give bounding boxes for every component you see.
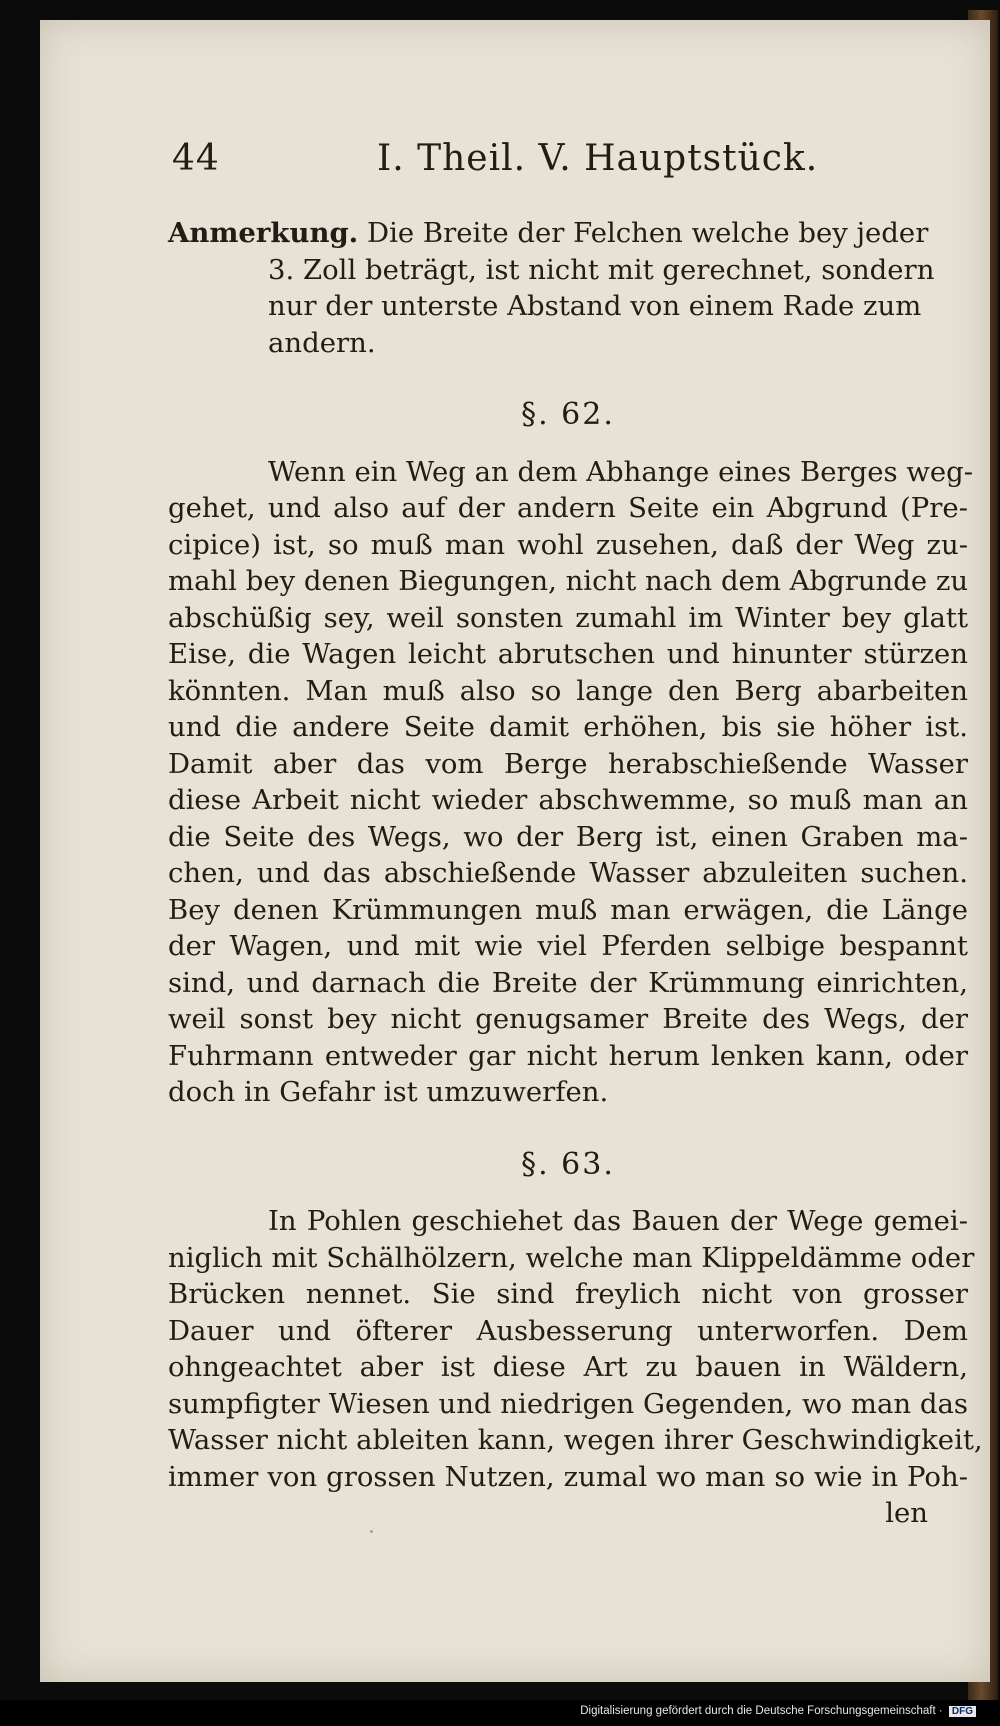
text-line: niglich mit Schälhölzern, welche man Klippeldämme oder [168,1241,975,1274]
text-line: der Wagen, und mit wie viel Pferden selbige bespannt [168,930,968,962]
text-line: könnten. Man muß also so lange den Berg abarbeiten [168,674,968,707]
paragraph-section-62 [168,454,974,1111]
text-line: chen, und das abschießende Wasser abzuleiten suchen. [168,857,968,889]
paper-speck [370,1530,373,1533]
paper-speck [860,1050,863,1053]
annotation-note [168,215,968,361]
text-line: abschüßig sey, weil sonsten zumahl im Winter bey glatt [168,601,968,634]
funding-notice [580,1705,976,1717]
page-header [172,138,932,198]
text-line: die Seite des Wegs, wo der Berg ist, einen Graben ma- [168,820,968,853]
text-line: Eise, die Wagen leicht abrutschen und hinunter stürzen [168,638,968,670]
text-line: immer von grossen Nutzen, zumal wo man so wie in Poh- [168,1460,968,1493]
note-line: andern. [268,326,376,359]
catchword: len [885,1497,928,1529]
text-line: Damit aber das vom Berge herabschießende Wasser [168,747,968,780]
text-line: diese Arbeit nicht wieder abschwemme, so muß man an [168,784,968,816]
running-title: I. Theil. V. Hauptstück. [377,138,819,179]
text-line: und die andere Seite damit erhöhen, bis sie höher ist. [168,711,968,743]
text-line: Bey denen Krümmungen muß man erwägen, die Länge [168,893,968,926]
note-line-text: Die Breite der Felchen welche bey jeder [367,217,929,249]
text-line: Fuhrmann entweder gar nicht herum lenken kann, oder [168,1039,968,1072]
note-line [168,215,968,252]
text-line: weil sonst bey nicht genugsamer Breite des Wegs, der [168,1003,968,1035]
text-line: mahl bey denen Biegungen, nicht nach dem Abgrunde zu [168,565,969,597]
note-line: nur der unterste Abstand von einem Rade zum [268,290,922,322]
paragraph-section-63 [168,1203,983,1532]
funding-notice-text: Digitalisierung gefördert durch die Deutsche Forschungsgemeinschaft · [580,1705,943,1717]
footer-bar [0,1700,1000,1726]
text-line: doch in Gefahr ist umzuwerfen. [168,1076,609,1108]
text-line: Wenn ein Weg an dem Abhange eines Berges weg- [268,455,974,488]
note-line: 3. Zoll beträgt, ist nicht mit gerechnet, sondern [268,253,935,286]
text-line: Wasser nicht ableiten kann, wegen ihrer Geschwindigkeit, [168,1424,983,1456]
page-number: 44 [172,138,220,179]
paper-speck [948,480,951,483]
section-marker-63: §. 63. [521,1146,615,1182]
book-page [40,20,990,1682]
text-line: cipice) ist, so muß man wohl zusehen, daß der Weg zu- [168,528,968,561]
page-body [168,215,983,1532]
text-line: gehet, und also auf der andern Seite ein Abgrund (Pre- [168,492,968,524]
text-line: Dauer und öfterer Ausbesserung unterworfen. Dem [168,1314,968,1347]
dfg-logo: DFG [949,1706,976,1717]
note-label: Anmerkung. [168,217,359,249]
text-line: In Pohlen geschiehet das Bauen der Wege gemei- [268,1205,968,1237]
section-marker-62: §. 62. [521,397,615,432]
text-line: Brücken nennet. Sie sind freylich nicht von grosser [168,1278,968,1310]
text-line: sumpfigter Wiesen und niedrigen Gegenden, wo man das [168,1387,968,1420]
text-line: sind, und darnach die Breite der Krümmung einrichten, [168,966,968,999]
text-line: ohngeachtet aber ist diese Art zu bauen in Wäldern, [168,1351,968,1383]
